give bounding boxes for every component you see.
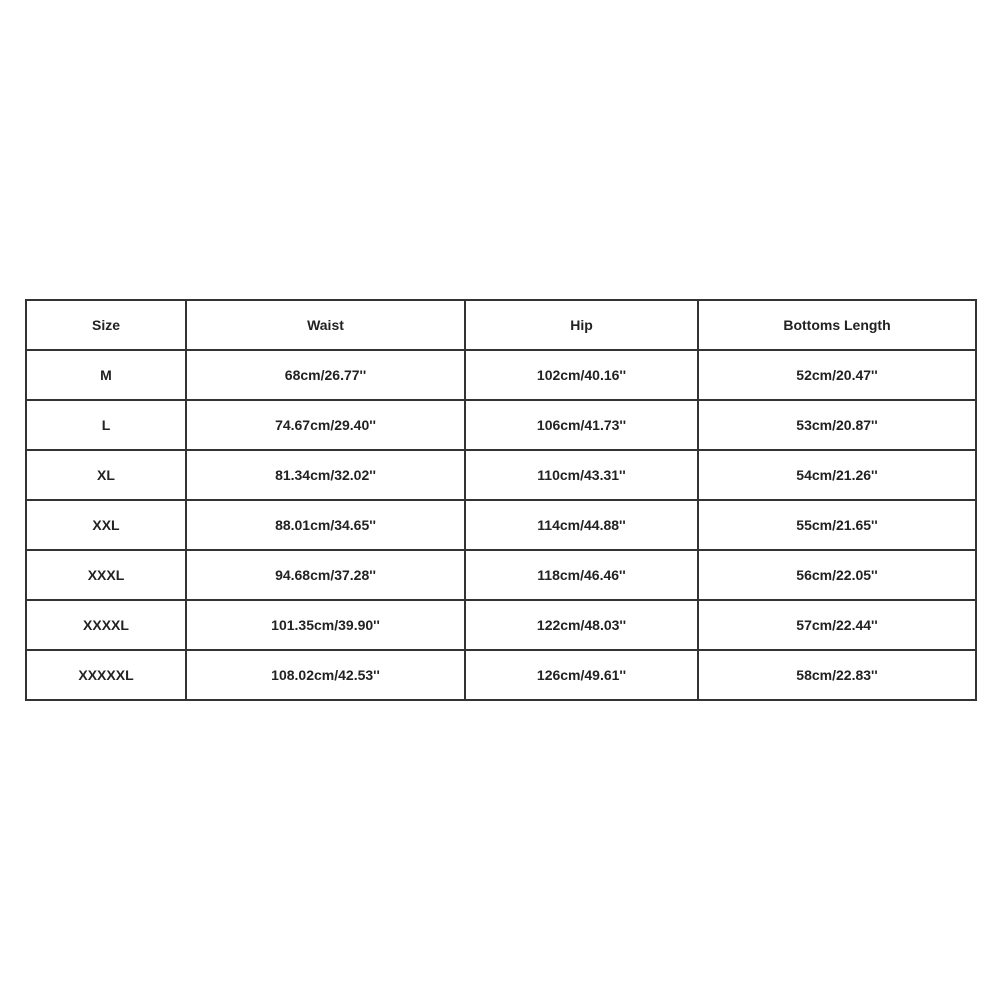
size-chart-table xyxy=(25,299,977,701)
cell-bottoms-length: 57cm/22.44'' xyxy=(698,600,976,650)
cell-hip: 102cm/40.16'' xyxy=(465,350,698,400)
header-bottoms-length: Bottoms Length xyxy=(698,300,976,350)
cell-size: XXXL xyxy=(26,550,186,600)
header-waist: Waist xyxy=(186,300,465,350)
cell-waist: 101.35cm/39.90'' xyxy=(186,600,465,650)
table-row xyxy=(26,650,976,700)
cell-hip: 106cm/41.73'' xyxy=(465,400,698,450)
cell-hip: 118cm/46.46'' xyxy=(465,550,698,600)
table-header-row xyxy=(26,300,976,350)
cell-size: M xyxy=(26,350,186,400)
cell-hip: 110cm/43.31'' xyxy=(465,450,698,500)
cell-bottoms-length: 58cm/22.83'' xyxy=(698,650,976,700)
table-row xyxy=(26,500,976,550)
header-size: Size xyxy=(26,300,186,350)
cell-size: XL xyxy=(26,450,186,500)
cell-bottoms-length: 52cm/20.47'' xyxy=(698,350,976,400)
cell-waist: 74.67cm/29.40'' xyxy=(186,400,465,450)
cell-hip: 114cm/44.88'' xyxy=(465,500,698,550)
table-row xyxy=(26,400,976,450)
cell-waist: 88.01cm/34.65'' xyxy=(186,500,465,550)
cell-hip: 126cm/49.61'' xyxy=(465,650,698,700)
cell-bottoms-length: 56cm/22.05'' xyxy=(698,550,976,600)
cell-size: XXXXL xyxy=(26,600,186,650)
header-hip: Hip xyxy=(465,300,698,350)
cell-bottoms-length: 55cm/21.65'' xyxy=(698,500,976,550)
cell-waist: 68cm/26.77'' xyxy=(186,350,465,400)
cell-hip: 122cm/48.03'' xyxy=(465,600,698,650)
cell-waist: 108.02cm/42.53'' xyxy=(186,650,465,700)
table-row xyxy=(26,550,976,600)
cell-bottoms-length: 53cm/20.87'' xyxy=(698,400,976,450)
cell-size: L xyxy=(26,400,186,450)
cell-size: XXXXXL xyxy=(26,650,186,700)
table-row xyxy=(26,350,976,400)
table-row xyxy=(26,450,976,500)
cell-waist: 81.34cm/32.02'' xyxy=(186,450,465,500)
cell-bottoms-length: 54cm/21.26'' xyxy=(698,450,976,500)
cell-size: XXL xyxy=(26,500,186,550)
cell-waist: 94.68cm/37.28'' xyxy=(186,550,465,600)
table-row xyxy=(26,600,976,650)
